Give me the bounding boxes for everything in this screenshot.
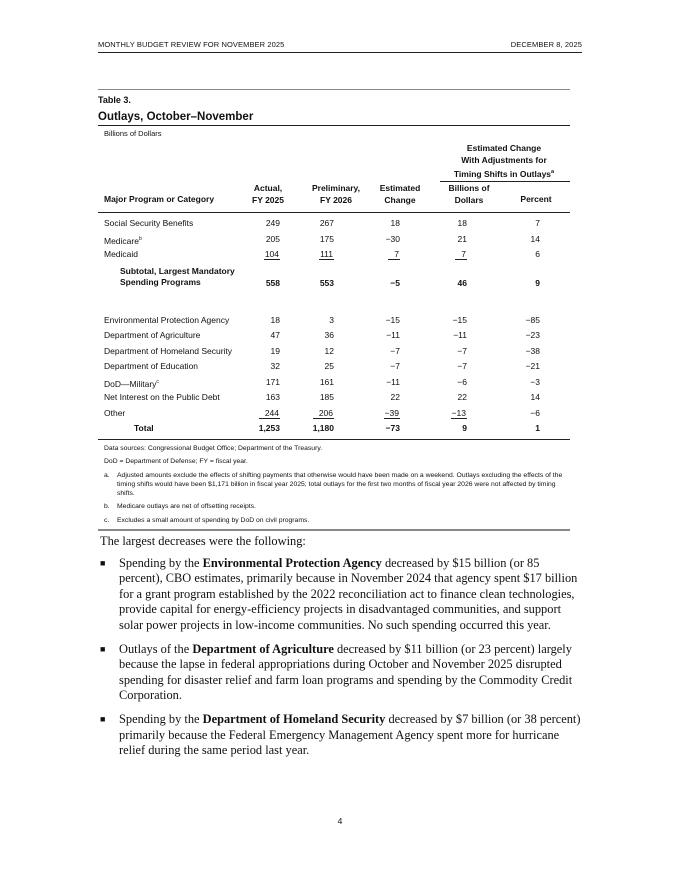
bullet-square-icon: ■ bbox=[100, 713, 106, 724]
table-row: Medicare$^b$ 205 175 −30 21 14 bbox=[104, 233, 540, 246]
col-estimated-change: Estimated Change bbox=[379, 183, 421, 205]
data-sources-note: Data sources: Congressional Budget Office; Department of the Treasury. bbox=[104, 444, 323, 452]
table-column-header bbox=[98, 138, 570, 212]
table-notes bbox=[104, 444, 570, 525]
body-text bbox=[98, 534, 584, 767]
lead-paragraph: The largest decreases were the following: bbox=[100, 534, 306, 548]
header-left: MONTHLY BUDGET REVIEW FOR NOVEMBER 2025 bbox=[98, 40, 285, 49]
table-row: Department of Homeland Security 19 12 −7 −7 −38 bbox=[104, 345, 540, 356]
bullet-square-icon: ■ bbox=[100, 557, 106, 568]
table-row: Department of Education 32 25 −7 −7 −21 bbox=[104, 361, 540, 371]
header-rule bbox=[98, 52, 582, 53]
bullet-item: ■ Spending by the Environmental Protection Agency decreased by $15 billion (or 85 percent), CBO estimates, primarily because in November 2024 that agency spent $17 billion for a grant program established by the 2022 reconciliation act to finance clean technologies, provide capital for energy-efficiency projects in disadvantaged communities, and support solar power projects in low-income communities. No such spending occurred this year. bbox=[100, 555, 578, 632]
bullet-item: ■ Outlays of the Department of Agriculture decreased by $11 billion (or 23 percent) largely because the lapse in federal appropriations during October and November 2025 disrupted spending for disaster relief and farm loan programs and spending by the Commodity Credit Corporation. bbox=[100, 641, 573, 703]
bullet-square-icon: ■ bbox=[100, 643, 106, 654]
outlays-table bbox=[98, 89, 570, 531]
col-percent: Percent bbox=[520, 194, 552, 204]
table-row: DoD—Military$^c$ 171 161 −11 −6 −3 bbox=[104, 376, 540, 389]
page-number: 4 bbox=[337, 816, 343, 826]
footnote-b: b. Medicare outlays are net of offsetting receipts. bbox=[104, 503, 256, 510]
table-number: Table 3. bbox=[98, 95, 131, 105]
span-header: Estimated Change With Adjustments for Timing Shifts in Outlays$^a$ bbox=[453, 143, 555, 179]
span-header-rule bbox=[440, 181, 570, 182]
header-date: DECEMBER 8, 2025 bbox=[510, 40, 582, 49]
table-body bbox=[98, 213, 570, 437]
abbreviations-note: DoD = Department of Defense; FY = fiscal year. bbox=[104, 458, 248, 465]
table-units: Billions of Dollars bbox=[104, 129, 162, 138]
table-foot-rule bbox=[98, 439, 570, 440]
subtotal-row: Subtotal, Largest Mandatory Spending Programs 558 553 −5 46 9 bbox=[120, 265, 540, 288]
col-actual: Actual, FY 2025 bbox=[252, 183, 284, 205]
table-row: Social Security Benefits 249 267 18 18 7 bbox=[104, 218, 540, 228]
footnote-a: a. Adjusted amounts exclude the effects of shifting payments that otherwise would have been made on a weekend. Outlays excluding the effects of the timing shifts would have been $1,171 billion in fiscal year 2025; total outlays for the first two months of fiscal year 2026 were not affected by timing shifts. bbox=[104, 471, 563, 497]
table-title: Outlays, October–November bbox=[98, 111, 570, 126]
running-header bbox=[98, 40, 582, 51]
table-row: Net Interest on the Public Debt 163 185 22 22 14 bbox=[104, 392, 540, 402]
table-top-rule bbox=[98, 89, 570, 90]
col-category: Major Program or Category bbox=[104, 194, 215, 204]
col-billions: Billions of Dollars bbox=[448, 183, 490, 205]
table-bottom-rule bbox=[98, 529, 570, 531]
bullet-item: ■ Spending by the Department of Homeland Security decreased by $7 billion (or 38 percent) primarily because the Federal Emergency Management Agency spent more for hurricane relief during the same period last year. bbox=[100, 711, 581, 758]
table-row: Other 244 206 −39 −13 −6 bbox=[104, 407, 540, 418]
table-row: Medicaid 104 111 7 7 6 bbox=[104, 249, 540, 259]
total-row: Total 1,253 1,180 −73 9 1 bbox=[134, 423, 540, 433]
col-preliminary: Preliminary, FY 2026 bbox=[311, 183, 361, 205]
footnote-c: c. Excludes a small amount of spending by DoD on civil programs. bbox=[104, 516, 310, 524]
table-row: Department of Agriculture 47 36 −11 −11 −23 bbox=[104, 330, 540, 340]
table-row: Environmental Protection Agency 18 3 −15 −15 −85 bbox=[104, 314, 540, 325]
